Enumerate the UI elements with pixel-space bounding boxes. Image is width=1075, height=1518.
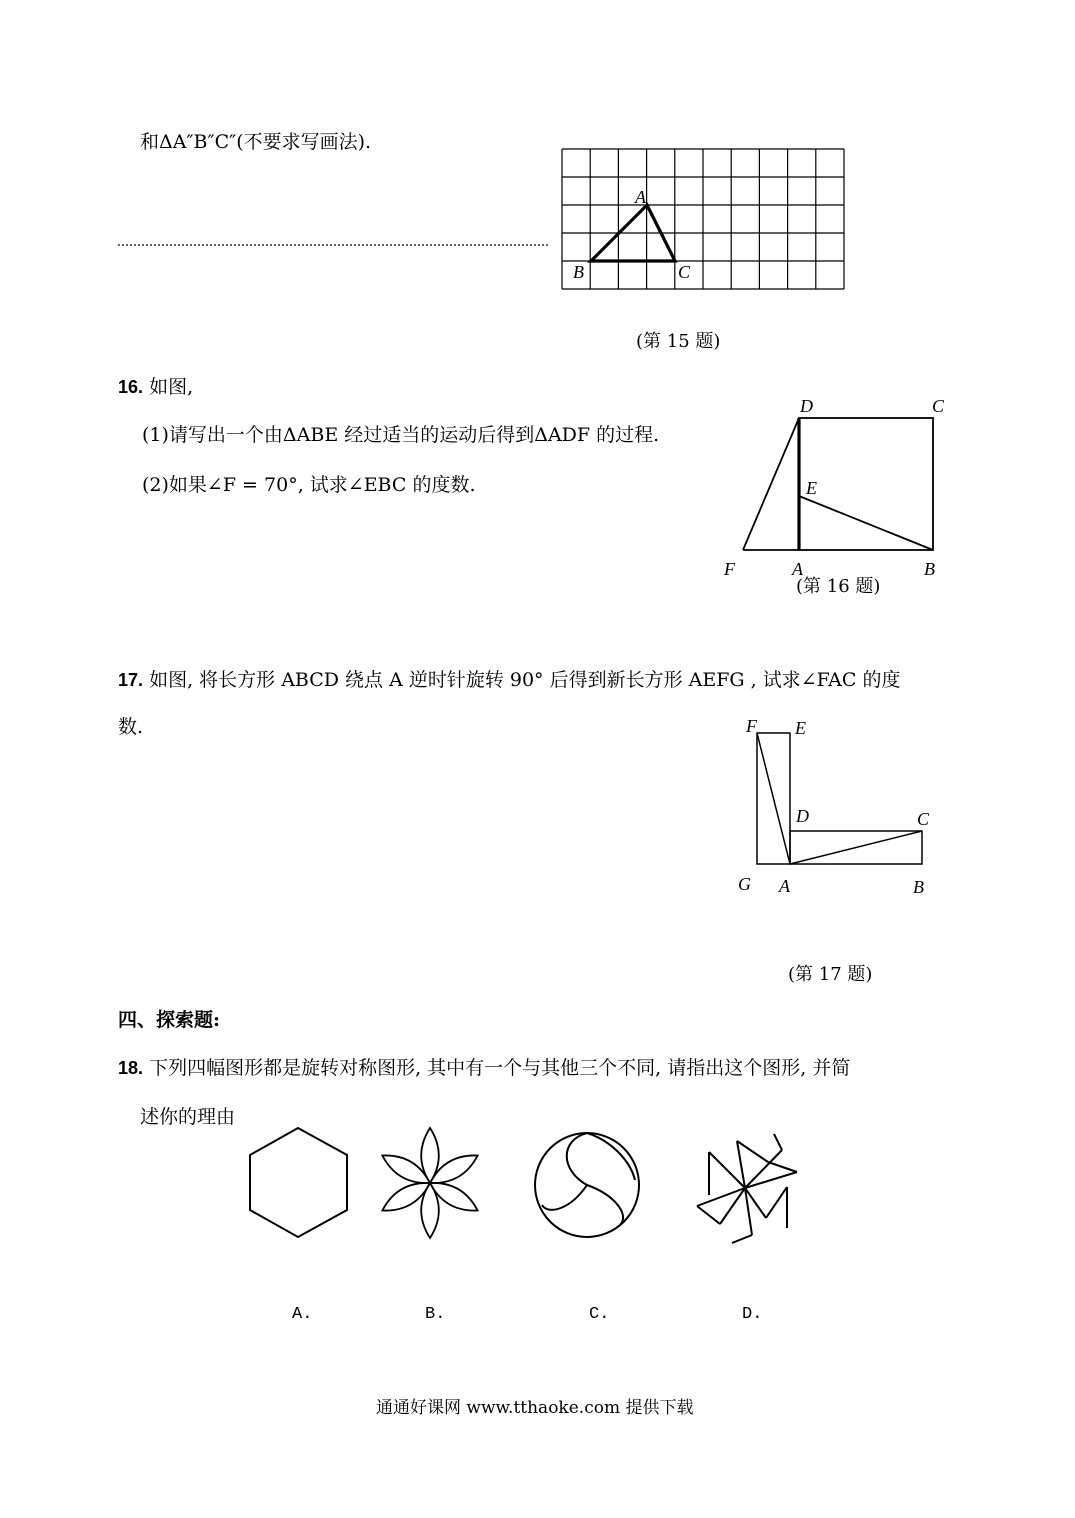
q18-line1: 下列四幅图形都是旋转对称图形, 其中有一个与其他三个不同, 请指出这个图形, 并简 bbox=[149, 1057, 851, 1079]
q17-label-d: D bbox=[796, 806, 809, 826]
q16-label-b: B bbox=[924, 559, 935, 579]
q17-label-b: B bbox=[913, 877, 924, 897]
q16-part1: (1)请写出一个由ΔABE 经过适当的运动后得到ΔADF 的过程. bbox=[142, 424, 660, 446]
q17-label-a: A bbox=[779, 876, 790, 896]
q16-label-a: A bbox=[792, 559, 803, 579]
q17-label-f: F bbox=[746, 716, 757, 736]
q16-label-d: D bbox=[800, 396, 813, 416]
q17-line1: 如图, 将长方形 ABCD 绕点 A 逆时针旋转 90° 后得到新长方形 AEFG , 试求∠FAC 的度 bbox=[149, 669, 901, 691]
q15-instruction: 和ΔA″B″C″(不要求写画法). bbox=[140, 131, 372, 153]
q17-caption: (第 17 题) bbox=[788, 964, 873, 985]
q16-intro: 如图, bbox=[149, 376, 194, 398]
q18-number: 18. bbox=[118, 1058, 144, 1078]
q17-number: 17. bbox=[118, 670, 144, 690]
q15-label-a: A bbox=[635, 187, 646, 207]
option-d: D. bbox=[742, 1305, 763, 1324]
q15-caption: (第 15 题) bbox=[636, 331, 721, 352]
q17-label-g: G bbox=[738, 874, 751, 894]
q15-label-b: B bbox=[573, 262, 584, 282]
q17-label-c: C bbox=[917, 809, 930, 829]
q16-label-f: F bbox=[724, 559, 735, 579]
footer-text: 通通好课网 www.tthaoke.com 提供下载 bbox=[376, 1398, 694, 1418]
q16-caption: (第 16 题) bbox=[796, 576, 881, 597]
q16-label-c: C bbox=[932, 396, 945, 416]
q16-part2: (2)如果∠F = 70°, 试求∠EBC 的度数. bbox=[142, 474, 476, 496]
q16-label-e: E bbox=[806, 478, 817, 498]
flower-figure bbox=[382, 1128, 477, 1238]
hexagon-figure bbox=[250, 1128, 347, 1237]
option-c: C. bbox=[589, 1305, 610, 1324]
q15-label-c: C bbox=[678, 262, 691, 282]
q17-line2: 数. bbox=[118, 716, 144, 738]
swirl-circle-figure bbox=[535, 1133, 639, 1237]
q18-line2: 述你的理由 bbox=[140, 1106, 236, 1128]
q17-label-e: E bbox=[795, 718, 806, 738]
section4-heading: 四、探索题: bbox=[118, 1009, 221, 1031]
option-b: B. bbox=[425, 1305, 446, 1324]
q16-number: 16. bbox=[118, 377, 144, 397]
option-a: A. bbox=[292, 1305, 313, 1324]
pinwheel-figure bbox=[697, 1134, 797, 1243]
